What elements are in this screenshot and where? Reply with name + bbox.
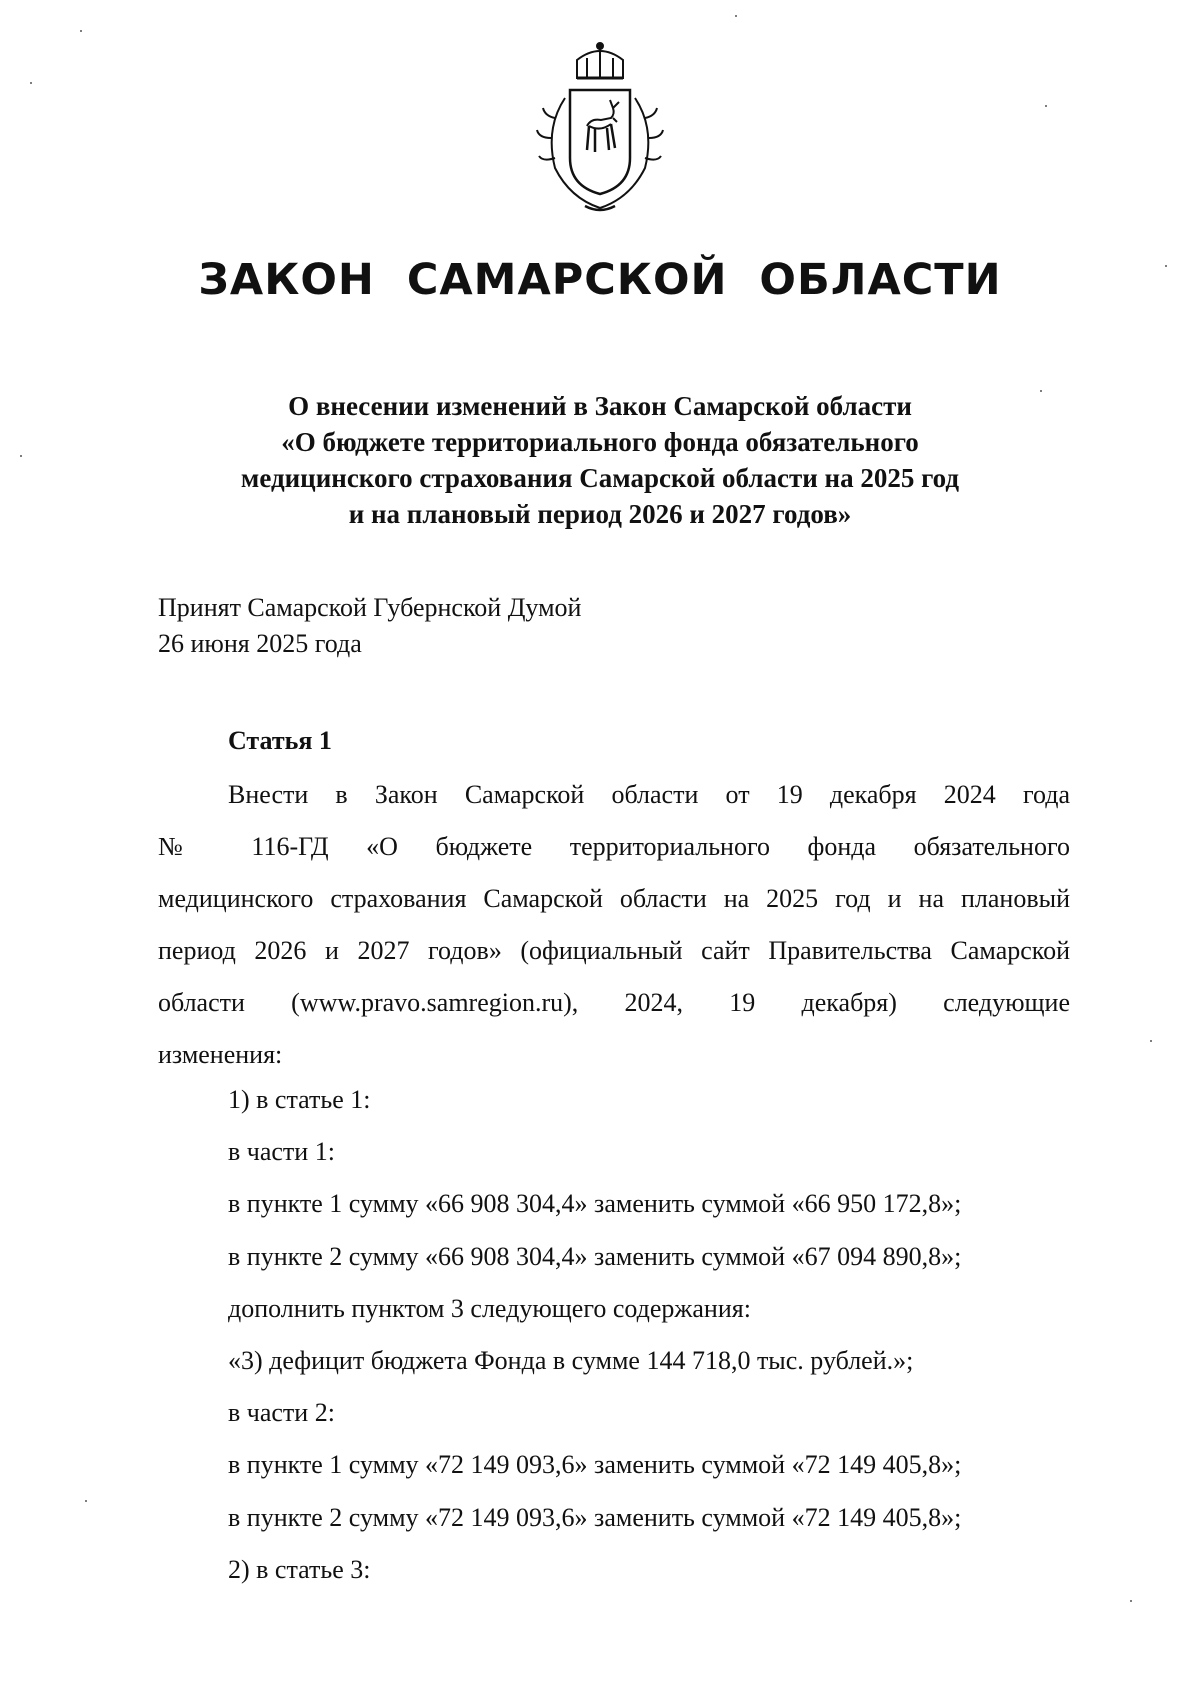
scan-speck xyxy=(1045,105,1047,107)
list-item: в части 2: xyxy=(228,1398,335,1428)
list-item: дополнить пунктом 3 следующего содержания: xyxy=(228,1293,751,1323)
article-text-line: Внести в Закон Самарской области от 19 декабря 2024 года xyxy=(228,780,1070,809)
scan-speck xyxy=(1040,390,1042,392)
list-item: в пункте 2 сумму «72 149 093,6» заменить суммой «72 149 405,8»; xyxy=(228,1502,962,1532)
article-text-line: области (www.pravo.samregion.ru), 2024, 19 декабря) следующие xyxy=(158,988,1070,1017)
article-text-line: медицинского страхования Самарской области на 2025 год и на плановый xyxy=(158,884,1070,913)
adoption-info xyxy=(158,590,581,662)
list-item: 1) в статье 1: xyxy=(228,1085,371,1114)
list-item: в части 1: xyxy=(228,1137,335,1167)
list-item: в пункте 1 сумму «72 149 093,6» заменить суммой «72 149 405,8»; xyxy=(228,1450,962,1480)
list-item: в пункте 1 сумму «66 908 304,4» заменить суммой «66 950 172,8»; xyxy=(228,1189,962,1219)
amendment-list xyxy=(228,1078,1070,1600)
scan-speck xyxy=(30,82,32,84)
law-title: ЗАКОН САМАРСКОЙ ОБЛАСТИ xyxy=(198,255,1002,305)
scan-speck xyxy=(1130,1600,1132,1602)
heading-line: и на плановый период 2026 и 2027 годов» xyxy=(348,499,852,529)
article-text-line: изменения: xyxy=(158,1040,283,1069)
list-item: в пункте 2 сумму «66 908 304,4» заменить суммой «67 094 890,8»; xyxy=(228,1241,962,1271)
article-title: Статья 1 xyxy=(228,726,332,755)
scan-speck xyxy=(80,30,82,32)
scan-speck xyxy=(735,15,737,17)
scan-speck xyxy=(1165,265,1167,267)
adoption-date: 26 июня 2025 года xyxy=(158,629,362,658)
heading-line: «О бюджете территориального фонда обязательного xyxy=(281,427,919,457)
adoption-line: Принят Самарской Губернской Думой xyxy=(158,593,582,622)
heading-line: медицинского страхования Самарской области на 2025 год xyxy=(240,463,960,493)
article-text-line: период 2026 и 2027 годов» (официальный сайт Правительства Самарской xyxy=(158,936,1070,965)
list-item: «3) дефицит бюджета Фонда в сумме 144 718,0 тыс. рублей.»; xyxy=(228,1345,914,1375)
scan-speck xyxy=(85,1500,87,1502)
samara-region-coat-of-arms-icon xyxy=(515,38,685,218)
scan-speck xyxy=(20,455,22,457)
document-heading xyxy=(150,388,1050,532)
scan-speck xyxy=(1150,1040,1152,1042)
article-body xyxy=(158,773,1070,1085)
heading-line: О внесении изменений в Закон Самарской области xyxy=(288,391,912,421)
list-item: 2) в статье 3: xyxy=(228,1554,371,1584)
article-text-line: № 116-ГД «О бюджете территориального фонда обязательного xyxy=(158,832,1070,861)
